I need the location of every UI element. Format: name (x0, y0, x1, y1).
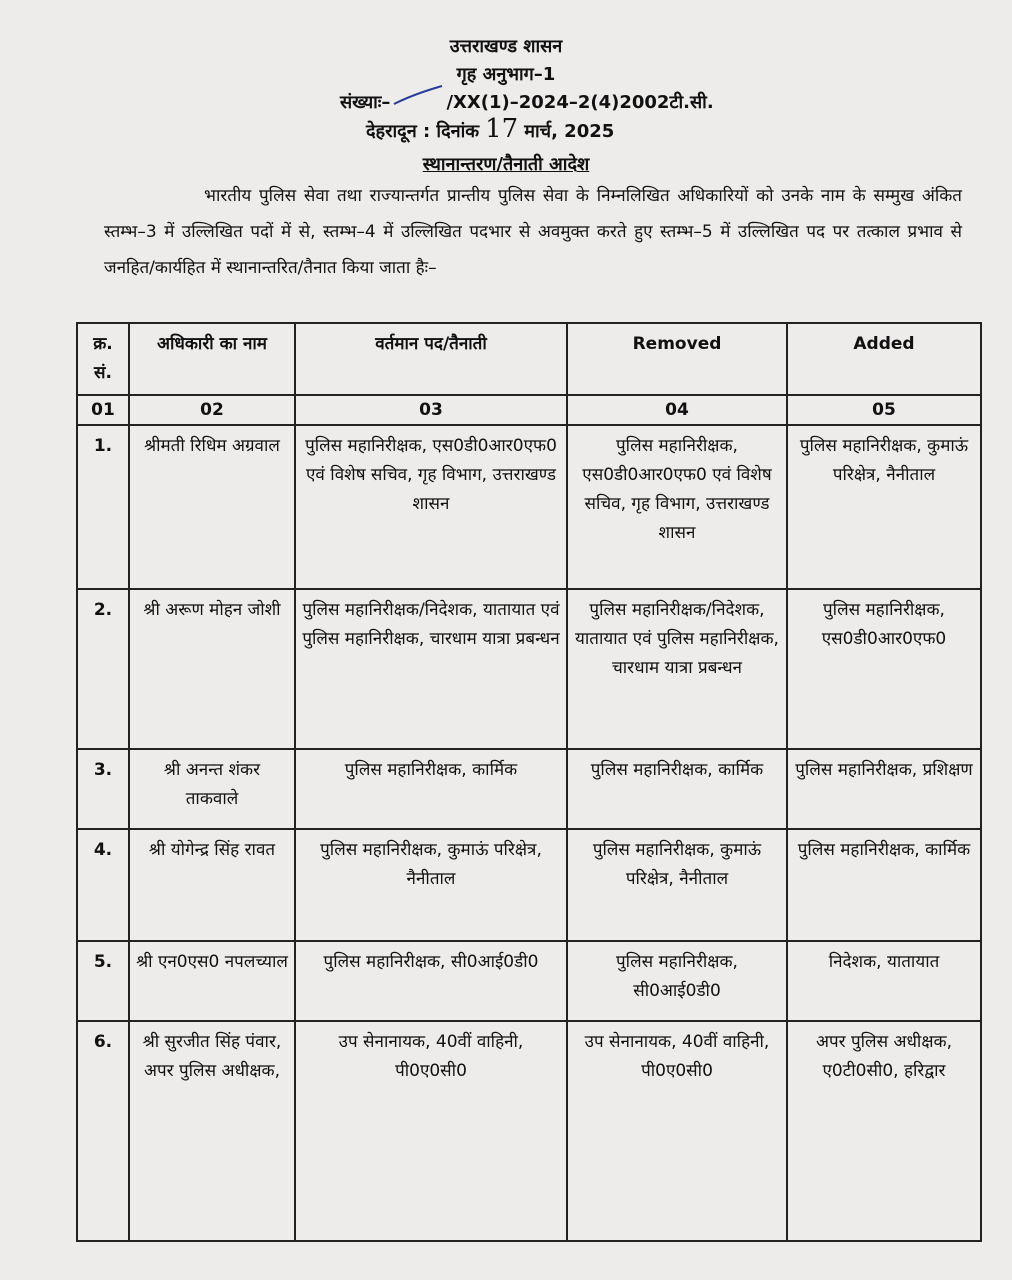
officer-name: श्री योगेन्द्र सिंह रावत (129, 829, 295, 941)
col-number: 04 (567, 395, 787, 425)
reference-label: संख्याः– (340, 92, 391, 113)
serial-number: 3. (77, 749, 129, 829)
serial-number: 6. (77, 1021, 129, 1241)
department-section: गृह अनुभाग–1 (456, 64, 556, 85)
table-row (77, 829, 981, 941)
transfer-table (76, 322, 982, 1242)
reference-line (340, 90, 714, 114)
col-number: 01 (77, 395, 129, 425)
officer-name: श्री अरूण मोहन जोशी (129, 589, 295, 749)
table-row (77, 1021, 981, 1241)
added-post: पुलिस महानिरीक्षक, कुमाऊं परिक्षेत्र, नैनीताल (787, 425, 981, 589)
current-post: उप सेनानायक, 40वीं वाहिनी, पी0ए0सी0 (295, 1021, 567, 1241)
header-current-post: वर्तमान पद/तैनाती (295, 323, 567, 395)
header-serial: क्र. सं. (77, 323, 129, 395)
handwritten-stroke-icon (390, 94, 446, 108)
removed-post: पुलिस महानिरीक्षक, कार्मिक (567, 749, 787, 829)
place-date-line (366, 114, 614, 144)
officer-name: श्री सुरजीत सिंह पंवार, अपर पुलिस अधीक्षक, (129, 1021, 295, 1241)
column-number-row (77, 395, 981, 425)
removed-post: पुलिस महानिरीक्षक, एस0डी0आर0एफ0 एवं विशेष सचिव, गृह विभाग, उत्तराखण्ड शासन (567, 425, 787, 589)
added-post: निदेशक, यातायात (787, 941, 981, 1021)
col-number: 02 (129, 395, 295, 425)
removed-post: पुलिस महानिरीक्षक, कुमाऊं परिक्षेत्र, नैनीताल (567, 829, 787, 941)
officer-name: श्री अनन्त शंकर ताकवाले (129, 749, 295, 829)
col-number: 03 (295, 395, 567, 425)
officer-name: श्रीमती रिधिम अग्रवाल (129, 425, 295, 589)
current-post: पुलिस महानिरीक्षक, सी0आई0डी0 (295, 941, 567, 1021)
issuing-authority: उत्तराखण्ड शासन (449, 36, 563, 57)
removed-post: पुलिस महानिरीक्षक, सी0आई0डी0 (567, 941, 787, 1021)
reference-number: /XX(1)–2024–2(4)2002टी.सी. (446, 92, 714, 113)
serial-number: 5. (77, 941, 129, 1021)
table-row (77, 749, 981, 829)
serial-number: 2. (77, 589, 129, 749)
added-post: पुलिस महानिरीक्षक, कार्मिक (787, 829, 981, 941)
header-added: Added (787, 323, 981, 395)
order-body-text: भारतीय पुलिस सेवा तथा राज्यान्तर्गत प्रान्तीय पुलिस सेवा के निम्नलिखित अधिकारियों को उनके नाम के सम्मुख अंकित स्तम्भ–3 में उल्लिखित पदों में से, स्तम्भ–4 में उल्लिखित पदभार से अवमुक्त करते हुए स्तम्भ–5 में उल्लिखित पद पर तत्काल प्रभाव से जनहित/कार्यहित में स्थानान्तरित/तैनात किया जाता हैः– (104, 186, 962, 278)
handwritten-day: 17 (485, 114, 519, 144)
header-officer-name: अधिकारी का नाम (129, 323, 295, 395)
serial-number: 1. (77, 425, 129, 589)
added-post: पुलिस महानिरीक्षक, प्रशिक्षण (787, 749, 981, 829)
current-post: पुलिस महानिरीक्षक/निदेशक, यातायात एवं पुलिस महानिरीक्षक, चारधाम यात्रा प्रबन्धन (295, 589, 567, 749)
table-header-row (77, 323, 981, 395)
added-post: पुलिस महानिरीक्षक, एस0डी0आर0एफ0 (787, 589, 981, 749)
table-row (77, 425, 981, 589)
officer-name: श्री एन0एस0 नपलच्याल (129, 941, 295, 1021)
removed-post: पुलिस महानिरीक्षक/निदेशक, यातायात एवं पुलिस महानिरीक्षक, चारधाम यात्रा प्रबन्धन (567, 589, 787, 749)
removed-post: उप सेनानायक, 40वीं वाहिनी, पी0ए0सी0 (567, 1021, 787, 1241)
table-row (77, 589, 981, 749)
current-post: पुलिस महानिरीक्षक, कुमाऊं परिक्षेत्र, नैनीताल (295, 829, 567, 941)
col-number: 05 (787, 395, 981, 425)
table-row (77, 941, 981, 1021)
header-removed: Removed (567, 323, 787, 395)
order-title: स्थानान्तरण/तैनाती आदेश (422, 154, 590, 175)
current-post: पुलिस महानिरीक्षक, कार्मिक (295, 749, 567, 829)
serial-number: 4. (77, 829, 129, 941)
current-post: पुलिस महानिरीक्षक, एस0डी0आर0एफ0 एवं विशेष सचिव, गृह विभाग, उत्तराखण्ड शासन (295, 425, 567, 589)
month-year: मार्च, 2025 (524, 121, 615, 142)
added-post: अपर पुलिस अधीक्षक, ए0टी0सी0, हरिद्वार (787, 1021, 981, 1241)
place-date-label: देहरादून : दिनांक (366, 121, 480, 142)
